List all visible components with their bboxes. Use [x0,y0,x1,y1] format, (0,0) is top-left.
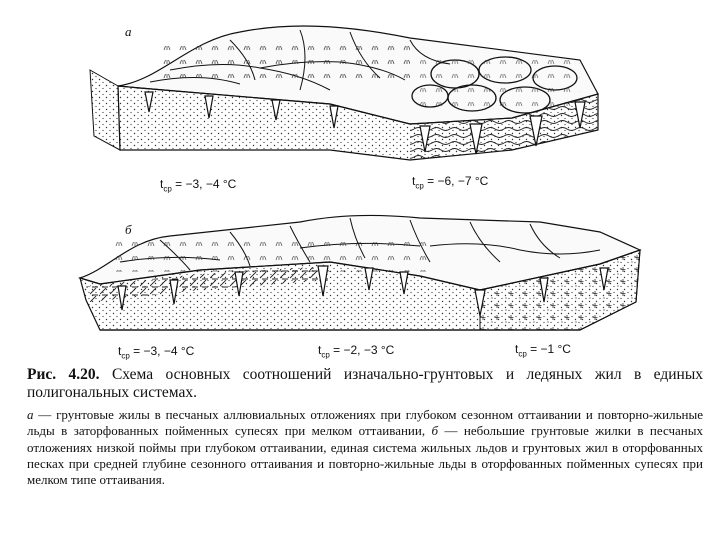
panel-b-label: б [125,222,132,237]
panel-a-temp-right: $t_{ср} = -6$, −7 °C [412,174,489,191]
caption-title-text: Схема основных соотношений изначально-грунтовых и ледяных жил в единых полигональных системах. [27,366,703,401]
panel-b-temp-mid: $t_{ср} = -2$, −3 °C [318,343,395,360]
caption-text-a: — грунтовые жилы в песчаных аллювиальных отложениях при глубоком сезонном оттаивании и повторно-жильные льды в заторфованных пойменных супесях при мелком оттаивании, [27,407,703,439]
caption-letter-a: а [27,407,34,422]
panel-a-temp-left: $t_{ср} = -3$, −4 °C [160,177,237,194]
panel-a-diagram [90,26,598,160]
caption-body [27,407,703,488]
panel-b-diagram [80,215,640,330]
panel-b-temp-left: $t_{ср} = -3$, −4 °C [118,344,195,361]
figure-caption [27,366,703,488]
caption-letter-b: б [431,423,439,439]
caption-text-b: — небольшие грунтовые жилки в песчаных отложениях низкой поймы при глубоком оттаивании, единая система жильных льдов и грунтовых жил в оторфованных песках при средней глубине сезонного оттаивания и повторно-жильные льды в оторфованных пойменных супесях при мелком типе оттаивания. [27,423,703,488]
panel-a-label: а [125,24,132,39]
caption-number: Рис. 4.20. [27,366,100,383]
caption-title [27,366,703,402]
panel-b-temp-right: $t_{ср} = -1$ °C [515,342,571,359]
